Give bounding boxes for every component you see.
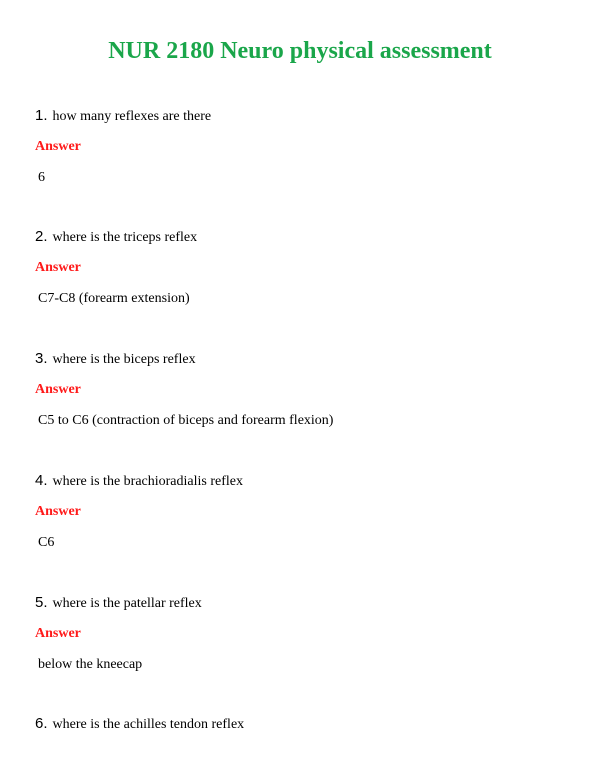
question-text: where is the triceps reflex [52,230,198,245]
question-text: where is the brachioradialis reflex [52,474,243,489]
answer-text: C7-C8 (forearm extension) [38,291,190,306]
question-text: how many reflexes are there [52,109,212,124]
question-number: 1. [35,107,48,124]
answer-label: Answer [35,139,81,154]
question-text: where is the biceps reflex [52,352,196,367]
question [35,227,197,247]
question-number: 3. [35,350,48,367]
answer-text: 6 [38,170,45,185]
question-number: 6. [35,715,48,732]
question-number: 5. [35,594,48,611]
question-text: where is the patellar reflex [52,596,202,611]
page-title: NUR 2180 Neuro physical assessment [108,38,492,64]
answer-text: C6 [38,535,55,550]
question-number: 2. [35,228,48,245]
question [35,714,244,734]
question-number: 4. [35,472,48,489]
question [35,593,202,613]
question [35,471,243,491]
question [35,349,196,369]
answer-label: Answer [35,382,81,397]
answer-text: below the kneecap [38,657,143,672]
answer-text: C5 to C6 (contraction of biceps and forearm flexion) [38,413,334,428]
question [35,106,211,126]
answer-label: Answer [35,504,81,519]
question-text: where is the achilles tendon reflex [52,717,245,732]
answer-label: Answer [35,626,81,641]
answer-label: Answer [35,260,81,275]
